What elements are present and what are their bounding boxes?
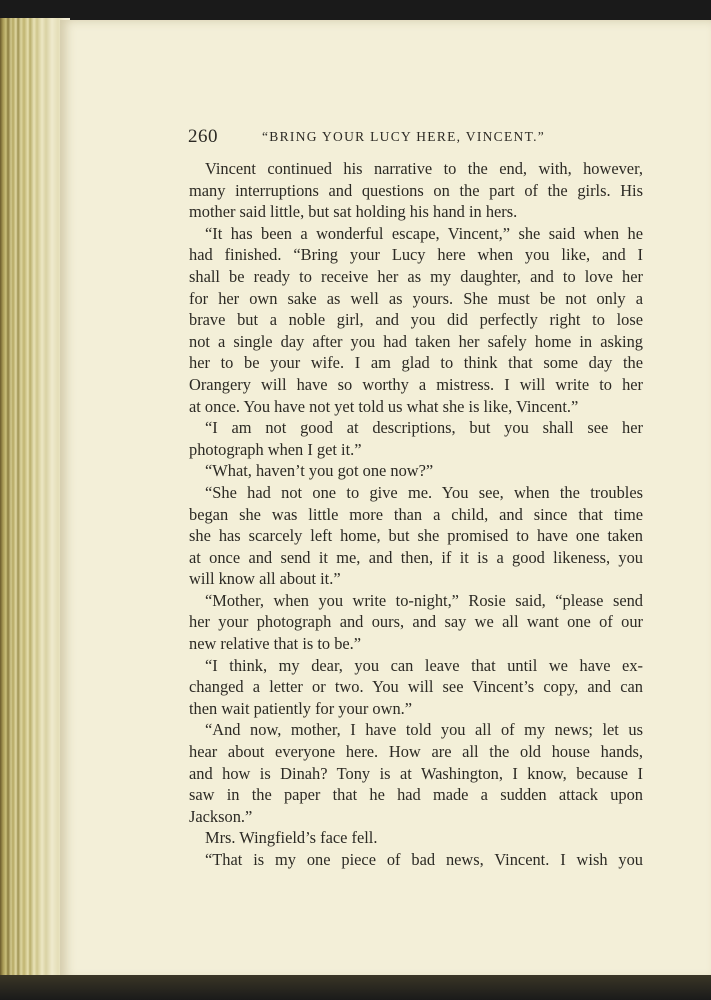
text-line: Vincent continued his narrative to the end, with, however, <box>205 159 643 178</box>
text-line: began she was little more than a child, and since that time <box>189 504 643 524</box>
text-line: many interruptions and questions on the part of the girls. His <box>189 180 643 200</box>
text-line: shall be ready to receive her as my daughter, and to love her <box>189 266 643 286</box>
text-line: Mrs. Wingfield’s face fell. <box>205 828 378 848</box>
text-line: mother said little, but sat holding his hand in hers. <box>189 202 518 222</box>
text-line: saw in the paper that he had made a sudden attack upon <box>189 785 643 805</box>
page-number: 260 <box>188 126 218 147</box>
text-line: for her own sake as well as yours. She must be not only a <box>189 288 643 308</box>
text-line: “She had not one to give me. You see, when the troubles <box>205 482 643 502</box>
text-line: at once. You have not yet told us what she is like, Vincent.” <box>189 396 579 416</box>
text-line: “I think, my dear, you can leave that until we have ex- <box>205 655 643 675</box>
text-line: her your photograph and ours, and say we all want one of our <box>189 612 643 632</box>
text-line: new relative that is to be.” <box>189 634 362 654</box>
text-line: and how is Dinah? Tony is at Washington, I know, because I <box>189 763 643 783</box>
text-line: not a single day after you had taken her safely home in asking <box>189 331 643 351</box>
text-line: “I am not good at descriptions, but you shall see her <box>205 418 643 438</box>
text-line: she has scarcely left home, but she promised to have one taken <box>189 526 643 546</box>
text-line: “It has been a wonderful escape, Vincent,” she said when he <box>205 223 643 243</box>
text-line: brave but a noble girl, and you did perfectly right to lose <box>189 310 643 330</box>
text-line: will know all about it.” <box>189 569 341 589</box>
text-line: Orangery will have so worthy a mistress. I will write to her <box>189 374 643 394</box>
text-line: at once and send it me, and then, if it is a good likeness, you <box>189 547 643 567</box>
text-line: “That is my one piece of bad news, Vincent. I wish you <box>205 850 643 869</box>
text-line: photograph when I get it.” <box>189 439 362 459</box>
text-line: had finished. “Bring your Lucy here when you like, and I <box>189 245 643 265</box>
text-line: changed a letter or two. You will see Vincent’s copy, and can <box>189 677 643 697</box>
text-line: “What, haven’t you got one now?” <box>205 461 434 481</box>
text-line: Jackson.” <box>189 806 253 826</box>
text-line: then wait patiently for your own.” <box>189 698 413 718</box>
text-line: hear about everyone here. How are all the old house hands, <box>189 742 643 762</box>
bottom-shadow <box>0 975 711 1000</box>
body-text <box>189 158 643 871</box>
text-line: “Mother, when you write to-night,” Rosie said, “please send <box>205 590 643 610</box>
running-head: “BRING YOUR LUCY HERE, VINCENT.” <box>262 129 546 144</box>
text-line: her to be your wife. I am glad to think that some day the <box>189 353 643 373</box>
text-line: “And now, mother, I have told you all of my news; let us <box>205 720 643 740</box>
